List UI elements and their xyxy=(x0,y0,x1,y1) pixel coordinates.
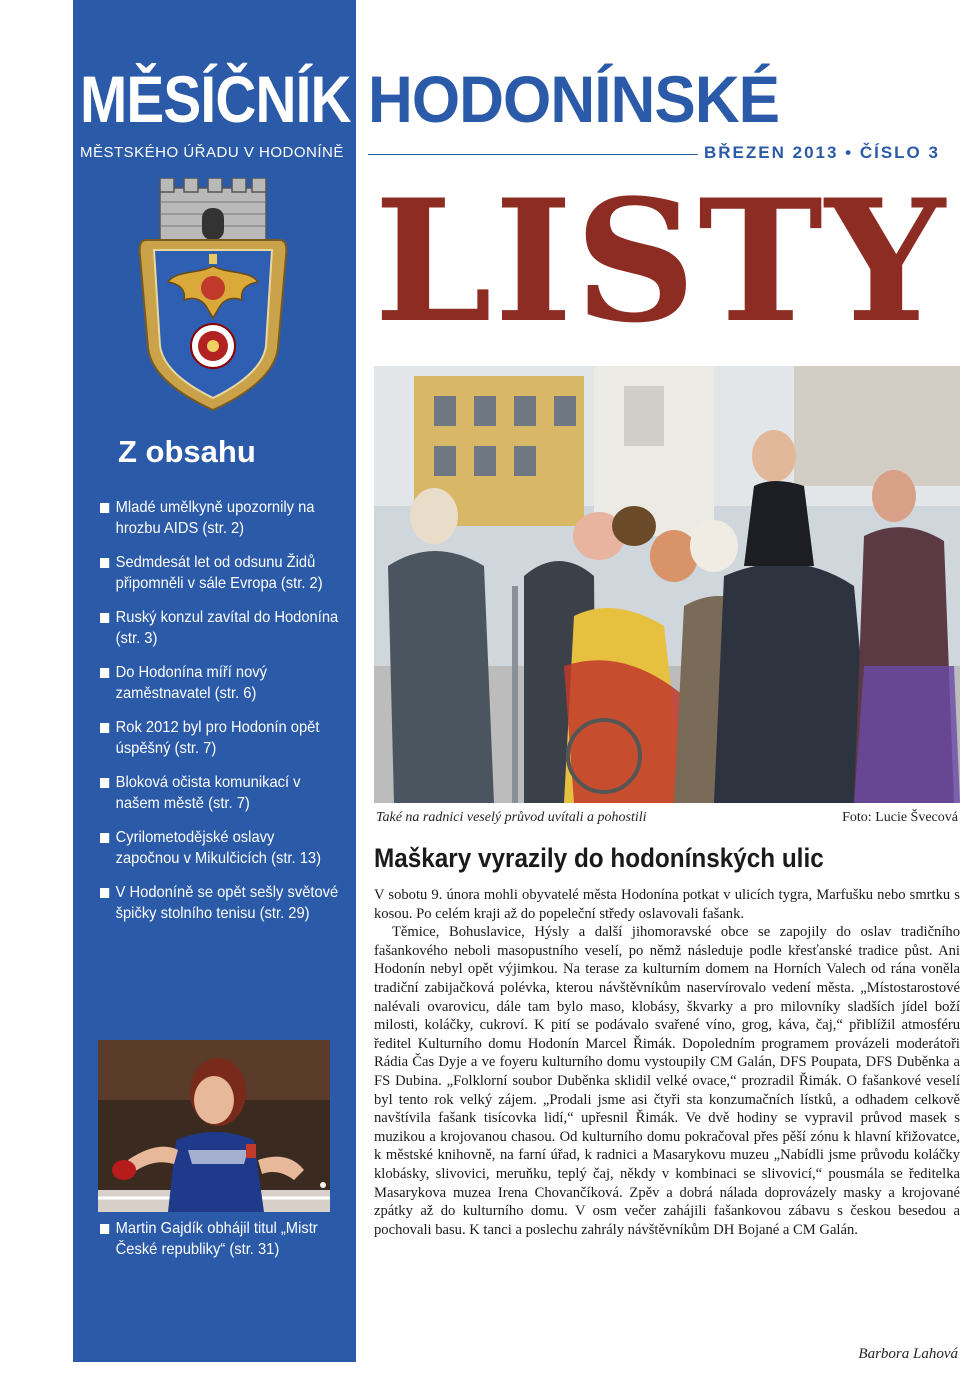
toc-item[interactable]: Mladé umělkyně upozornily na hrozbu AIDS (str. 2) xyxy=(100,497,339,539)
issue-label: BŘEZEN 2013 • ČÍSLO 3 xyxy=(704,143,940,162)
toc-item[interactable]: Ruský konzul zavítal do Hodonína (str. 3) xyxy=(100,607,339,649)
square-bullet-icon xyxy=(100,778,109,788)
toc-item[interactable]: Do Hodonína míří nový zaměstnavatel (str. 6) xyxy=(100,662,339,704)
toc-item[interactable]: Rok 2012 byl pro Hodonín opět úspěšný (str. 7) xyxy=(100,717,339,759)
toc-item[interactable]: Sedmdesát let od odsunu Židů připomněli v sále Evropa (str. 2) xyxy=(100,552,339,594)
toc-last-list xyxy=(100,1218,360,1260)
toc-item[interactable]: Bloková očista komunikací v našem městě (str. 7) xyxy=(100,772,339,814)
photo-credit: Foto: Lucie Švecová xyxy=(842,810,958,825)
toc-item[interactable]: Martin Gajdík obhájil titul „Mistr České republiky“ (str. 31) xyxy=(100,1218,339,1260)
article-body xyxy=(374,886,960,1239)
masthead-listy: LISTY xyxy=(374,176,947,346)
square-bullet-icon xyxy=(100,613,109,623)
toc-item[interactable]: Cyrilometodějské oslavy započnou v Mikulčicích (str. 13) xyxy=(100,827,339,869)
toc-item[interactable]: V Hodoníně se opět sešly světové špičky stolního tenisu (str. 29) xyxy=(100,882,339,924)
square-bullet-icon xyxy=(100,1224,109,1234)
coat-of-arms-icon xyxy=(128,178,298,418)
article-paragraph: Těmice, Bohuslavice, Hýsly a další jihomoravské obce se zapojily do oslav tradičního fašankového neboli masopustního veselí, po němž následuje podle křesťanské tradice půst. Ani Hodonín nebyl opět výjimkou. Na terase za kulturním domem na Horních Valech od rána voněla tradiční zabijačková polévka, kterou návštěvníkům naservírovalo vedení města. „Místostarostové nalévali ovarovicu, dále tam bylo maso, klobásy, škvarky a pro milovníky sladších jídel boží milosti, koláčky, cukroví. K pití se podávalo svařené víno, grog, káva, čaj,“ přiblížil atmosféru ředitel Kulturního domu Hodonín Marcel Řimák. Dopoledním programem provázeli moderátoři Rádia Čas Dyje a ve foyeru kulturního domu vystoupily CM Galán, DFS Poupata, DFS Duběnka a FS Dubina. „Folklorní soubor Duběnka sklidil velké ovace,“ prozradil Řimák. O fašankové veselí byl tento rok velký zájem. „Prodali jsme asi čtyři sta konzumačních lístků, a odhadem celkově navštívila fašank tisícovka lidí,“ upřesnil Řimák. Ve dvě hodiny se vypravil průvod masek s muzikou a krojovanou chasou. Od kulturního domu pokračoval přes pěší zónu k hlavní křižovatce, k městské knihovně, na farní úřad, k radnici a Masarykovu muzeu „Nabídli jsme průvodu koláčky klobásky, slivovici, meruňku, teplý čaj, někdy v kombinaci se slivovicí,“ pousmála se ředitelka Masarykova muzea Irena Chovančíková. Zpěv a dobrá nálada doprovázely masky a krojované zpátky až do kulturního domu. V osm večer zahájili fašankovou zábavu s českou besedou a pochovali basu. K tanci a poslechu zahrály návštěvníkům DH Bojané a CM Galán. xyxy=(374,924,960,1238)
masthead-rule xyxy=(368,154,698,155)
toc-heading: Z obsahu xyxy=(118,434,256,469)
masthead-title-right: HODONÍNSKÉ xyxy=(368,62,780,136)
article-author: Barbora Lahová xyxy=(858,1346,958,1362)
toc-list xyxy=(100,497,345,937)
article-headline: Maškary vyrazily do hodonínských ulic xyxy=(374,843,824,873)
masthead-subtitle: MĚSTSKÉHO ÚŘADU V HODONÍNĚ xyxy=(80,144,344,161)
square-bullet-icon xyxy=(100,723,109,733)
article-paragraph: V sobotu 9. února mohli obyvatelé města Hodonína potkat v ulicích tygra, Marfušku nebo smrtku s kosou. Po celém kraji až do popeleční středy oslavovali fašank. xyxy=(374,887,960,922)
square-bullet-icon xyxy=(100,833,109,843)
masthead-title-left: MĚSÍČNÍK xyxy=(80,62,351,136)
square-bullet-icon xyxy=(100,888,109,898)
square-bullet-icon xyxy=(100,668,109,678)
square-bullet-icon xyxy=(100,558,109,568)
photo-caption: Také na radnici veselý průvod uvítali a pohostili xyxy=(376,810,647,825)
carnival-photo xyxy=(374,366,960,803)
table-tennis-photo xyxy=(98,1040,330,1212)
square-bullet-icon xyxy=(100,503,109,513)
